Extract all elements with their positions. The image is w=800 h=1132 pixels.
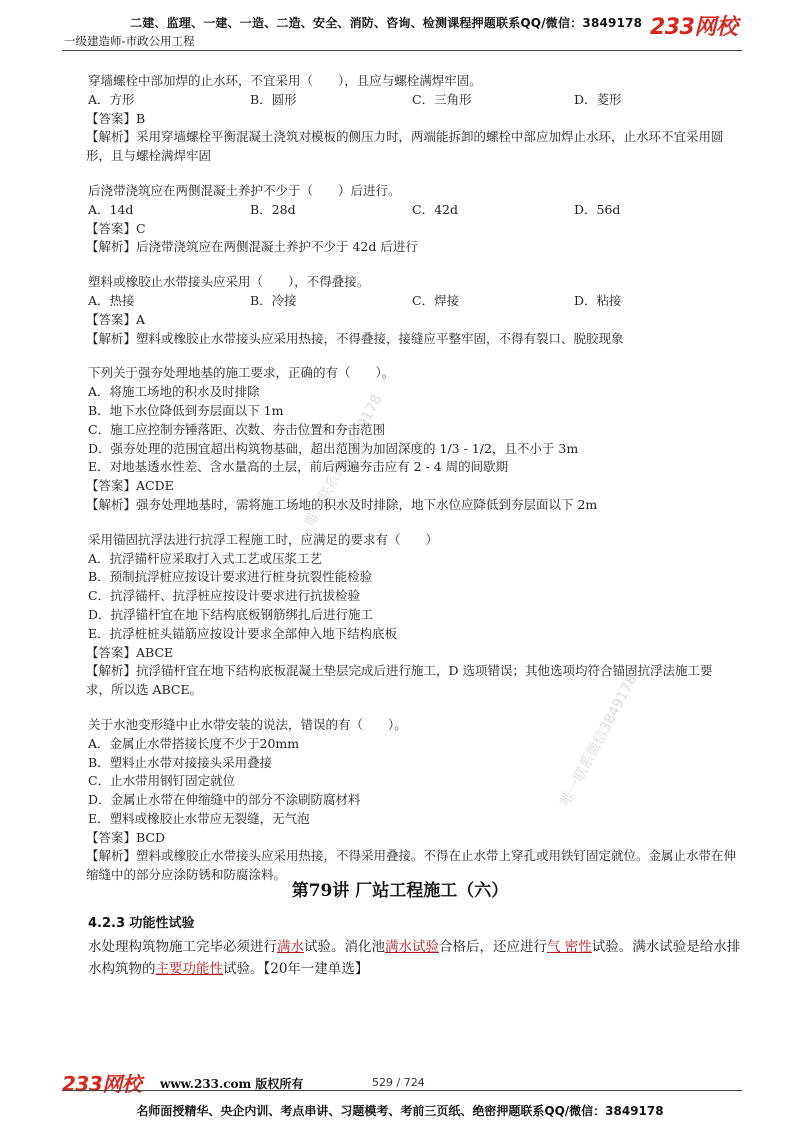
option-d: D．菱形 [574, 91, 622, 107]
lecture-paragraph [88, 936, 743, 980]
option-c: C．止水带用钢钉固定就位 [88, 773, 236, 789]
option-a: A．14d [88, 201, 134, 217]
footer-promo-text: 名师面授精华、央企内训、考点串讲、习题模考、考前三页纸、绝密押题联系QQ/微信：3849178 [136, 1104, 664, 1118]
page-number: 529 / 724 [372, 1076, 425, 1089]
question-stem: 后浇带浇筑应在两侧混凝土养护不少于（ ）后进行。 [88, 182, 401, 198]
para-text: 试验。满水试验是给水排水构筑物的 [88, 939, 741, 977]
question-stem: 采用锚固抗浮法进行抗浮工程施工时，应满足的要求有（ ） [88, 531, 439, 547]
option-d: D．强夯处理的范围宜超出构筑物基础，超出范围为加固深度的 1/3 - 1/2，且不小于 3m [88, 440, 579, 456]
section-heading: 4.2.3 功能性试验 [88, 916, 195, 931]
option-a: A．抗浮锚杆应采取打入式工艺或压浆工艺 [88, 550, 323, 566]
brand-logo [650, 10, 742, 46]
option-b: B．冷接 [250, 292, 297, 308]
question-stem: 穿墙螺栓中部加焊的止水环，不宜采用（ ），且应与螺栓满焊牢固。 [88, 73, 482, 88]
footer-logo: 233网校 [62, 1072, 142, 1096]
question-4 [88, 364, 748, 514]
option-e: E．塑料或橡胶止水带应无裂缝，无气泡 [88, 810, 310, 826]
key-term: 满水试验 [385, 939, 439, 955]
option-a: A．金属止水带搭接长度不少于20mm [88, 735, 300, 751]
explanation: 【解析】塑料或橡胶止水带接头应采用热接，不得叠接，接缝应平整牢固，不得有裂口、脱胶现象 [86, 330, 624, 346]
footer-divider [62, 1090, 742, 1091]
option-b: B．地下水位降低到夯层面以下 1m [88, 402, 284, 418]
option-b: B．28d [250, 201, 296, 217]
explanation: 【解析】抗浮锚杆宜在地下结构底板混凝土垫层完成后进行施工，D 选项错误；其他选项均符合锚固抗浮法施工要求，所以选 ABCE。 [86, 663, 713, 698]
option-d: D．56d [574, 201, 621, 217]
question-stem: 下列关于强夯处理地基的施工要求，正确的有（ ）。 [88, 365, 395, 381]
question-stem: 塑料或橡胶止水带接头应采用（ ），不得叠接。 [88, 274, 370, 290]
option-b: B．塑料止水带对接接头采用叠接 [88, 754, 273, 770]
option-d: D．抗浮锚杆宜在地下结构底板钢筋绑扎后进行施工 [88, 606, 374, 622]
answer: 【答案】B [86, 110, 146, 126]
question-stem: 关于水池变形缝中止水带安装的说法，错误的有（ ）。 [88, 716, 407, 732]
header-subtitle: 一级建造师-市政公用工程 [64, 34, 195, 48]
option-d: D．粘接 [574, 292, 622, 308]
option-a: A．将施工场地的积水及时排除 [88, 384, 260, 400]
answer: 【答案】C [86, 220, 146, 236]
option-c: C．焊接 [412, 292, 460, 308]
para-text: 合格后，还应进行 [439, 939, 547, 955]
answer: 【答案】BCD [86, 829, 166, 845]
watermark: 唯一联系微信3849178 [557, 672, 641, 809]
para-text: 试验。消化池 [304, 939, 385, 955]
footer-site: www.233.com 版权所有 [160, 1077, 304, 1091]
question-3 [88, 273, 748, 348]
brand-logo-text: 233网校 [650, 15, 738, 40]
question-2 [88, 182, 748, 257]
watermark: 唯一联系微信3849178 [302, 392, 386, 529]
option-b: B．预制抗浮桩应按设计要求进行桩身抗裂性能检验 [88, 569, 373, 585]
question-6 [88, 716, 748, 885]
option-c: C．抗浮锚杆、抗浮桩应按设计要求进行抗拔检验 [88, 588, 361, 604]
header-divider [62, 50, 742, 51]
header-promo-text: 二建、监理、一建、一造、二造、安全、消防、咨询、检测课程押题联系QQ/微信：3849178 [130, 16, 643, 30]
question-5 [88, 531, 748, 700]
answer: 【答案】ACDE [86, 478, 174, 494]
option-a: A．方形 [88, 91, 135, 107]
option-e: E．对地基透水性差、含水量高的土层，前后两遍夯击应有 2 - 4 周的间歇期 [88, 459, 509, 475]
option-row [88, 201, 748, 220]
option-c: C．三角形 [412, 91, 472, 107]
option-a: A．热接 [88, 292, 135, 308]
question-list [88, 72, 748, 901]
option-row [88, 292, 748, 311]
explanation: 【解析】塑料或橡胶止水带接头应采用热接，不得采用叠接。不得在止水带上穿孔或用铁钉固定就位。金属止水带在伸缩缝中的部分应涂防锈和防腐涂料。 [86, 848, 737, 883]
key-term: 主要功能性 [155, 961, 223, 977]
key-term: 气 密性 [547, 939, 592, 955]
explanation: 【解析】后浇带浇筑应在两侧混凝土养护不少于 42d 后进行 [86, 239, 418, 255]
option-c: C．施工应控制夯锤落距、次数、夯击位置和夯击范围 [88, 421, 386, 437]
option-b: B．圆形 [250, 91, 297, 107]
para-text: 水处理构筑物施工完毕必须进行 [88, 939, 277, 955]
option-c: C．42d [412, 201, 458, 217]
answer: 【答案】ABCE [86, 644, 174, 660]
explanation: 【解析】强夯处理地基时，需将施工场地的积水及时排除，地下水位应降低到夯层面以下 2m [86, 496, 598, 512]
answer: 【答案】A [86, 311, 146, 327]
explanation: 【解析】采用穿墙螺栓平衡混凝土浇筑对模板的侧压力时，两端能拆卸的螺栓中部应加焊止水环，止水环不宜采用圆形，且与螺栓满焊牢固 [86, 129, 724, 164]
option-e: E．抗浮桩桩头锚筋应按设计要求全部伸入地下结构底板 [88, 625, 398, 641]
question-1 [88, 72, 748, 166]
key-term: 满水 [277, 939, 304, 955]
para-text: 试验。【20年一建单选】 [223, 961, 369, 977]
lecture-title: 第79讲 厂站工程施工（六） [291, 881, 509, 901]
option-row [88, 91, 748, 110]
option-d: D．金属止水带在伸缩缝中的部分不涂刷防腐材料 [88, 792, 361, 808]
